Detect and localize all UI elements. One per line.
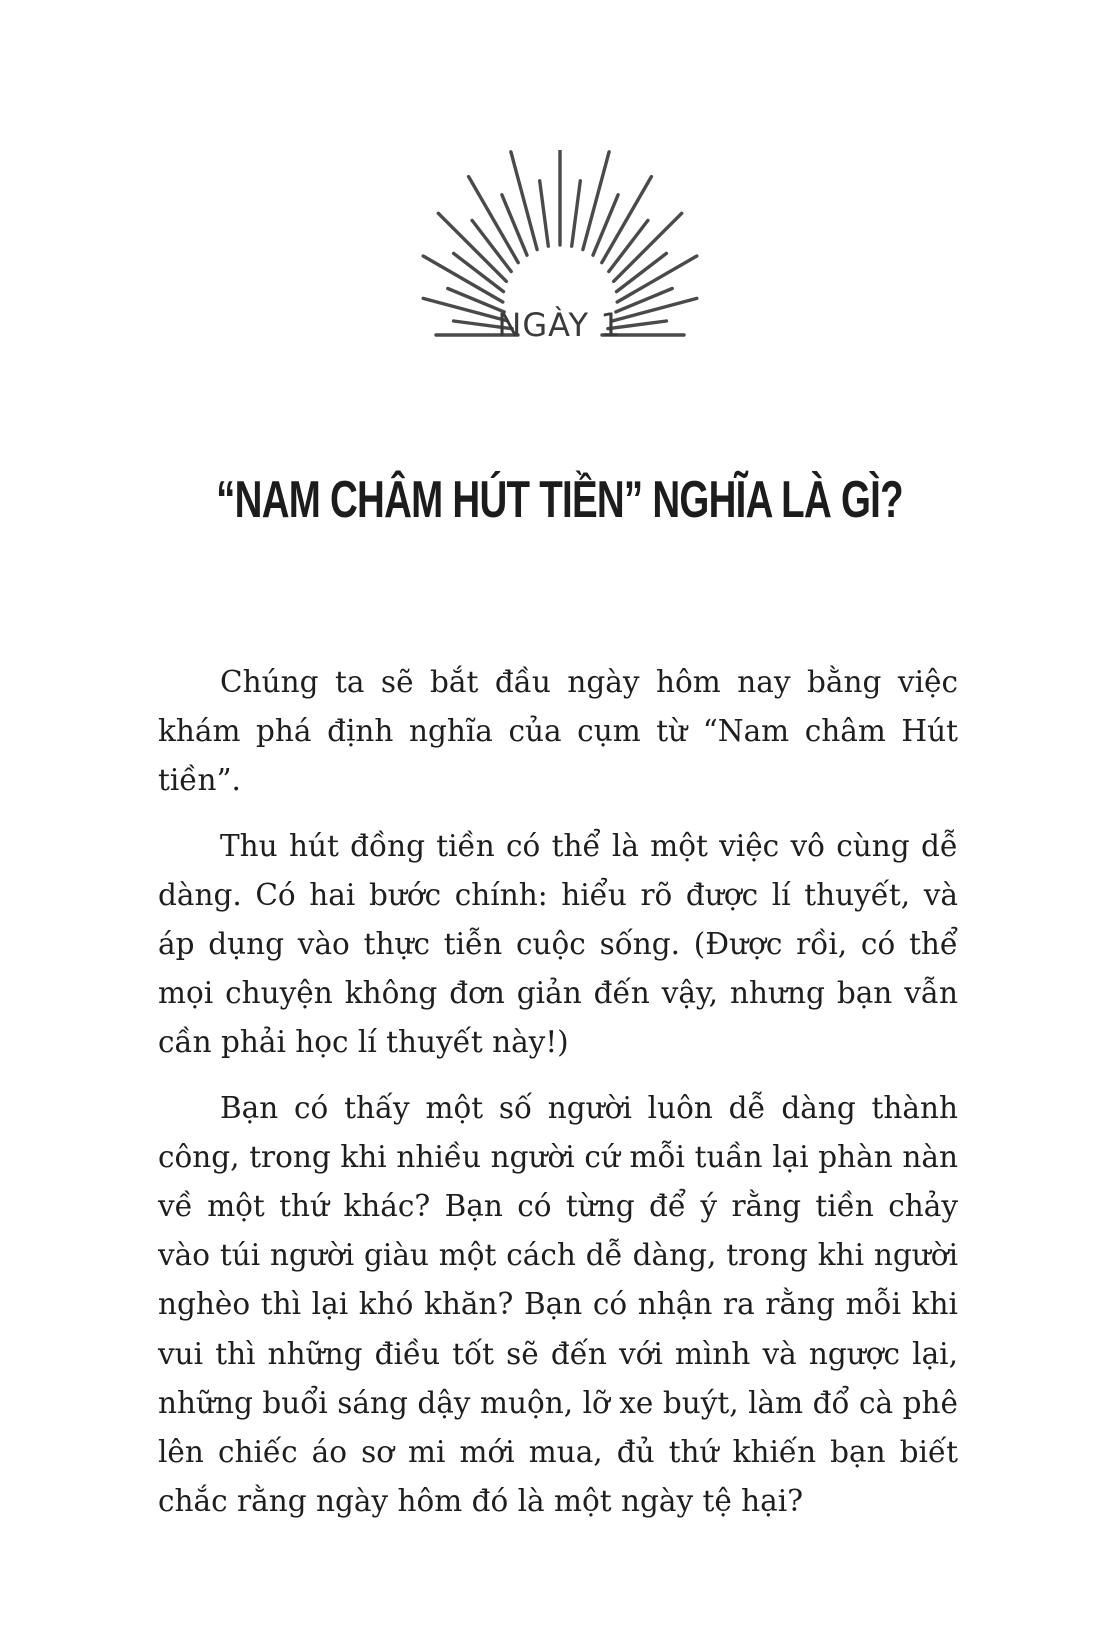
chapter-day-label: NGÀY 1 [497,306,622,344]
sunburst-ray [572,181,581,246]
paragraph: Thu hút đồng tiền có thể là một việc vô cùng dễ dàng. Có hai bước chính: hiểu rõ được lí thuyết, và áp dụng vào thực tiễn cuộc sống. (Được rồi, có thể mọi chuyện không đơn giản đến vậy, nhưng bạn vẫn cần phải học lí thuyết này!) [158,828,958,1060]
sunburst-ray [583,152,609,250]
sunburst-ray [472,220,511,271]
paragraph: Bạn có thấy một số người luôn dễ dàng thành công, trong khi nhiều người cứ mỗi tuần lại phàn nàn về một thứ khác? Bạn có từng để ý rằng tiền chảy vào túi người giàu một cách dễ dàng, trong khi người nghèo thì lại khó khăn? Bạn có nhận ra rằng mỗi khi vui thì những điều tốt sẽ đến với mình và ngược lại, những buổi sáng dậy muộn, lỡ xe buýt, làm đổ cà phê lên chiếc áo sơ mi mới mua, đủ thứ khiến bạn biết chắc rằng ngày hôm đó là một ngày tệ hại? [158,1090,958,1519]
sunburst-ray [609,220,648,271]
sunburst-ray [540,181,549,246]
paragraph: Chúng ta sẽ bắt đầu ngày hôm nay bằng việc khám phá định nghĩa của cụm từ “Nam châm Hút tiền”. [158,665,958,798]
body-text [158,658,958,1542]
sunburst-ray [511,152,537,250]
chapter-title: “NAM CHÂM HÚT TIỀN” NGHĨA LÀ GÌ? [216,471,903,529]
